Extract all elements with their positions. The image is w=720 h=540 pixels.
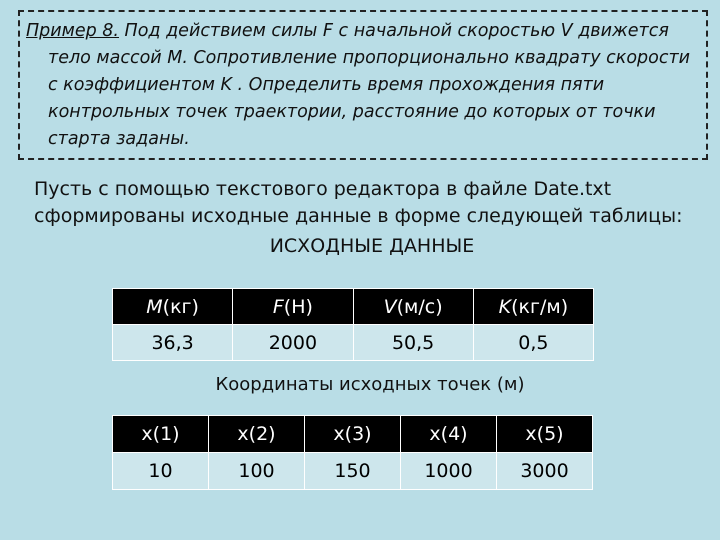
intro-text: Пусть с помощью текстового редактора в файле Date.txt сформированы исходные данные в форме следующей таблицы: <box>34 178 683 227</box>
coords-header-x4: x(4) <box>401 416 497 453</box>
coords-header-x1: x(1) <box>113 416 209 453</box>
example-text <box>26 18 696 153</box>
params-header-k <box>473 289 593 325</box>
coords-value-x5: 3000 <box>497 453 593 490</box>
params-value-m: 36,3 <box>113 325 233 361</box>
coords-header-x5: x(5) <box>497 416 593 453</box>
params-header-row <box>113 289 594 325</box>
params-header-symbol: M <box>146 295 163 318</box>
coords-header-x3: x(3) <box>305 416 401 453</box>
params-header-symbol: F <box>272 295 284 318</box>
coords-table <box>112 415 593 490</box>
coords-value-row <box>113 453 593 490</box>
coords-header-row <box>113 416 593 453</box>
params-header-m <box>113 289 233 325</box>
params-header-unit: (м/с) <box>396 295 443 318</box>
coords-value-x4: 1000 <box>401 453 497 490</box>
params-value-v: 50,5 <box>353 325 473 361</box>
params-header-unit: (Н) <box>283 295 313 318</box>
coords-caption: Координаты исходных точек (м) <box>215 374 525 395</box>
params-header-symbol: V <box>383 295 397 318</box>
coords-value-x3: 150 <box>305 453 401 490</box>
params-header-unit: (кг/м) <box>511 295 569 318</box>
initial-data-heading: ИСХОДНЫЕ ДАННЫЕ <box>269 235 475 257</box>
params-header-symbol: K <box>498 295 512 318</box>
params-value-row <box>113 325 594 361</box>
example-body: Под действием силы F с начальной скоростью V движется тело массой M. Сопротивление пропорционально квадрату скорости с коэффициентом K . Определить время прохождения пяти контрольных точек траектории, расстояние до которых от точки старта заданы. <box>48 21 691 149</box>
params-value-f: 2000 <box>233 325 353 361</box>
params-header-v <box>353 289 473 325</box>
example-box <box>18 10 708 160</box>
coords-value-x2: 100 <box>209 453 305 490</box>
coords-header-x2: x(2) <box>209 416 305 453</box>
params-header-f <box>233 289 353 325</box>
coords-value-x1: 10 <box>113 453 209 490</box>
params-value-k: 0,5 <box>473 325 593 361</box>
example-label: Пример 8. <box>26 21 119 41</box>
params-table <box>112 288 594 361</box>
params-header-unit: (кг) <box>162 295 199 318</box>
